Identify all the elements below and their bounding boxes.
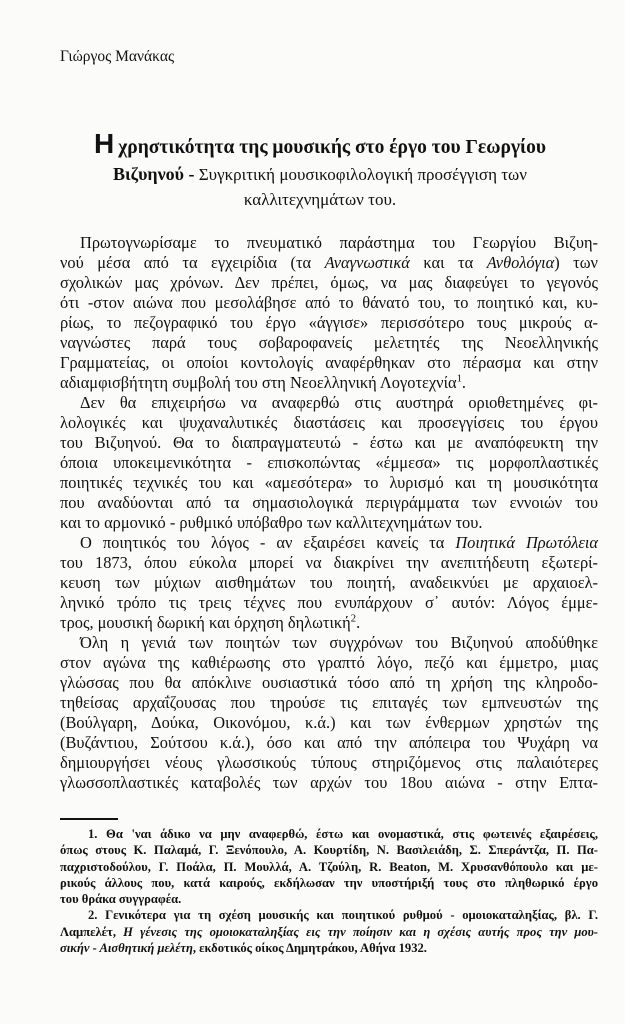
running-header-author: Γιώργος Μανάκας — [60, 48, 175, 65]
footnotes — [60, 826, 598, 956]
footnote-line: 2. Γενικότερα για τη σχέση μουσικής και ποιητικού ρυθμού - ομοιοκαταληξίας, βλ. Γ. — [88, 908, 598, 923]
paragraph — [60, 533, 598, 633]
text-line: όποια υποκειμενικότητα - επισκοπώντας «έμμεσα» τις μορφοπλαστικές — [60, 453, 598, 472]
paragraph — [60, 393, 598, 533]
text-run: Ο ποιητικός του λόγος - αν εξαιρέσει κανείς τα — [80, 533, 456, 552]
title-line-2 — [40, 161, 600, 188]
title-line-1-text: χρηστικότητα της μουσικής στο έργο του Γεωργίου — [118, 137, 546, 158]
subtitle-text: Συγκριτική μουσικοφιλολογική προσέγγιση των — [194, 165, 527, 184]
italic-title: Αναγνωστικά — [324, 253, 410, 272]
article-body — [60, 233, 598, 793]
text-line: τηθείσας αρχαΐζουσας που τηρούσε τις επιταγές των εμπνευστών της — [60, 693, 598, 712]
text-line: που αναδύονται από τα σημασιολογικά περιγράμματα των εννοιών του — [60, 493, 598, 512]
paragraph — [60, 633, 598, 793]
text-run: . — [356, 613, 361, 632]
footnote-ref: 2 — [350, 613, 357, 625]
text-line: Πρωτογνωρίσαμε το πνευματικό παράστημα του Γεωργίου Βιζυη- — [80, 233, 598, 252]
paragraph — [60, 233, 598, 393]
title-line-1 — [40, 130, 600, 161]
text-line: λολογικές και ψυχαναλυτικές διαστάσεις και προσεγγίσεις του έργου — [60, 413, 598, 432]
text-line: δημιουργήσει νέους γλωσσικούς τύπους στηριζόμενος στις παλαιότερες — [60, 753, 598, 772]
text-line: του 1873, όπου εύκολα μπορεί να διακρίνει την ανεπιτήδευτη εξωτερί- — [60, 553, 598, 572]
text-run: . — [461, 373, 467, 392]
title-initial: H — [94, 128, 115, 159]
text-line: Γραμματείας, οι οποίοι κοντολογίς αναφέρθηκαν στο πέρασμα και στην — [60, 353, 598, 372]
text-line: ληνικό τρόπο τις τρεις τέχνες που ενυπάρχουν σ᾽ αυτόν: Λόγος έμμε- — [60, 593, 598, 612]
text-line: ότι -στον αιώνα που μεσολάβησε από το θάνατό του, το ποιητικό και, κυ- — [60, 293, 598, 312]
text-line: Όλη η γενιά των ποιητών των συγχρόνων του Βιζυηνού αποδύθηκε — [80, 633, 598, 652]
text-run: νού μέσα από τα εγχειρίδια (τα — [60, 253, 325, 272]
footnote-line: παχριστοδούλου, Γ. Ποάλα, Π. Μουλλά, Α. Τζούλη, R. Beaton, Μ. Χρυσανθόπουλο και με- — [60, 859, 598, 874]
footnote-line — [60, 940, 598, 956]
text-line: ποιητικές τεχνικές του και «αμεσότερα» το λυρισμό και τη μουσικότητα — [60, 473, 598, 492]
text-run: , εκδοτικός οίκος Δημητράκου, Αθήνα 1932. — [192, 941, 427, 956]
text-run: και τα — [409, 253, 487, 272]
title-line-2-bold: Βιζυηνού - — [113, 164, 195, 184]
footnote-separator — [60, 818, 118, 820]
text-line: και το αρμονικό - ρυθμικό υπόβαθρο των καλλιτεχνημάτων του. — [60, 513, 483, 532]
text-line: γλωσσοπλαστικές καταβολές των αρχών του 18ου αιώνα - στην Επτα- — [60, 773, 598, 792]
text-line — [60, 613, 598, 633]
text-line — [60, 533, 598, 553]
text-line: κευση των μύχιων αισθημάτων του ποιητή, αναδεικνύει με αρχαιοελ- — [60, 573, 598, 592]
footnote — [60, 826, 598, 907]
title-line-3: καλλιτεχνημάτων του. — [243, 190, 397, 209]
text-line: στον αγώνα της καθιέρωσης στο γραπτό λόγο, πεζό και έμμετρο, μιας — [60, 653, 598, 672]
text-run: ) των — [554, 253, 598, 272]
text-line: (Βούλγαρη, Δούκα, Οικονόμου, κ.ά.) και των ένθερμων χρηστών της — [60, 713, 598, 732]
article-title — [40, 130, 600, 212]
footnote-line: 1. Θα 'ναι άδικο να μην αναφερθώ, έστω και ονομαστικά, στις φωτεινές εξαιρέσεις, — [88, 827, 598, 841]
italic-title: Η γένεσις της ομοιοκαταληξίας εις την ποίησιν και η σχέσις αυτής προς την μου- — [123, 924, 598, 939]
text-line: σχολικών μας χρόνων. Δεν πρέπει, όμως, να μας διαφεύγει το γεγονός — [60, 273, 598, 292]
text-run: αδιαμφισβήτητη συμβολή του στη Νεοελληνική Λογοτεχνία — [60, 373, 457, 392]
text-run: Λαμπελέτ, — [60, 924, 124, 939]
footnote-ref: 1 — [456, 373, 462, 385]
italic-title: Ανθολόγια — [486, 253, 555, 272]
text-line: Δεν θα επιχειρήσω να αναφερθώ στις αυστηρά οριοθετημένες φι- — [80, 393, 598, 412]
footnote — [60, 907, 598, 956]
italic-title: σικήν - Αισθητική μελέτη — [60, 941, 193, 956]
footnote-line: ρικούς άλλους που, κατά καιρούς, εκδήλωσαν την υποστήριξή τους στο πληθωρικό έργο — [60, 875, 598, 890]
text-line — [60, 253, 598, 273]
footnote-line: όπως στους Κ. Παλαμά, Γ. Ξενόπουλο, Α. Κουρτίδη, Ν. Βασιλειάδη, Σ. Σπεράντζα, Π. Πα- — [60, 843, 598, 858]
text-line: (Βυζάντιου, Σούτσου κ.ά.), όσο και από την απόπειρα του Ψυχάρη να — [60, 733, 598, 752]
text-line: γλώσσας που θα απόκλινε ουσιαστικά τόσο από τη χρήση της κληροδο- — [60, 673, 598, 692]
text-run: τρος, μουσική δωρική και όρχηση δηλωτική — [60, 613, 351, 632]
text-line: ρίως, το πεζογραφικό του έργο «άγγισε» περισσότερο τους μικρούς α- — [60, 313, 598, 332]
italic-title: Ποιητικά Πρωτόλεια — [455, 533, 598, 552]
text-line: ναγνώστες παρά τους σοβαροφανείς μελετητές της Νεοελληνικής — [60, 333, 598, 352]
footnote-line — [60, 924, 598, 940]
text-line — [60, 373, 598, 393]
text-line: του Βιζυηνού. Θα το διαπραγματευτώ - έστω και με αναπόφευκτη την — [60, 433, 598, 452]
footnote-line: του θράκα συγγραφέα. — [60, 892, 182, 907]
